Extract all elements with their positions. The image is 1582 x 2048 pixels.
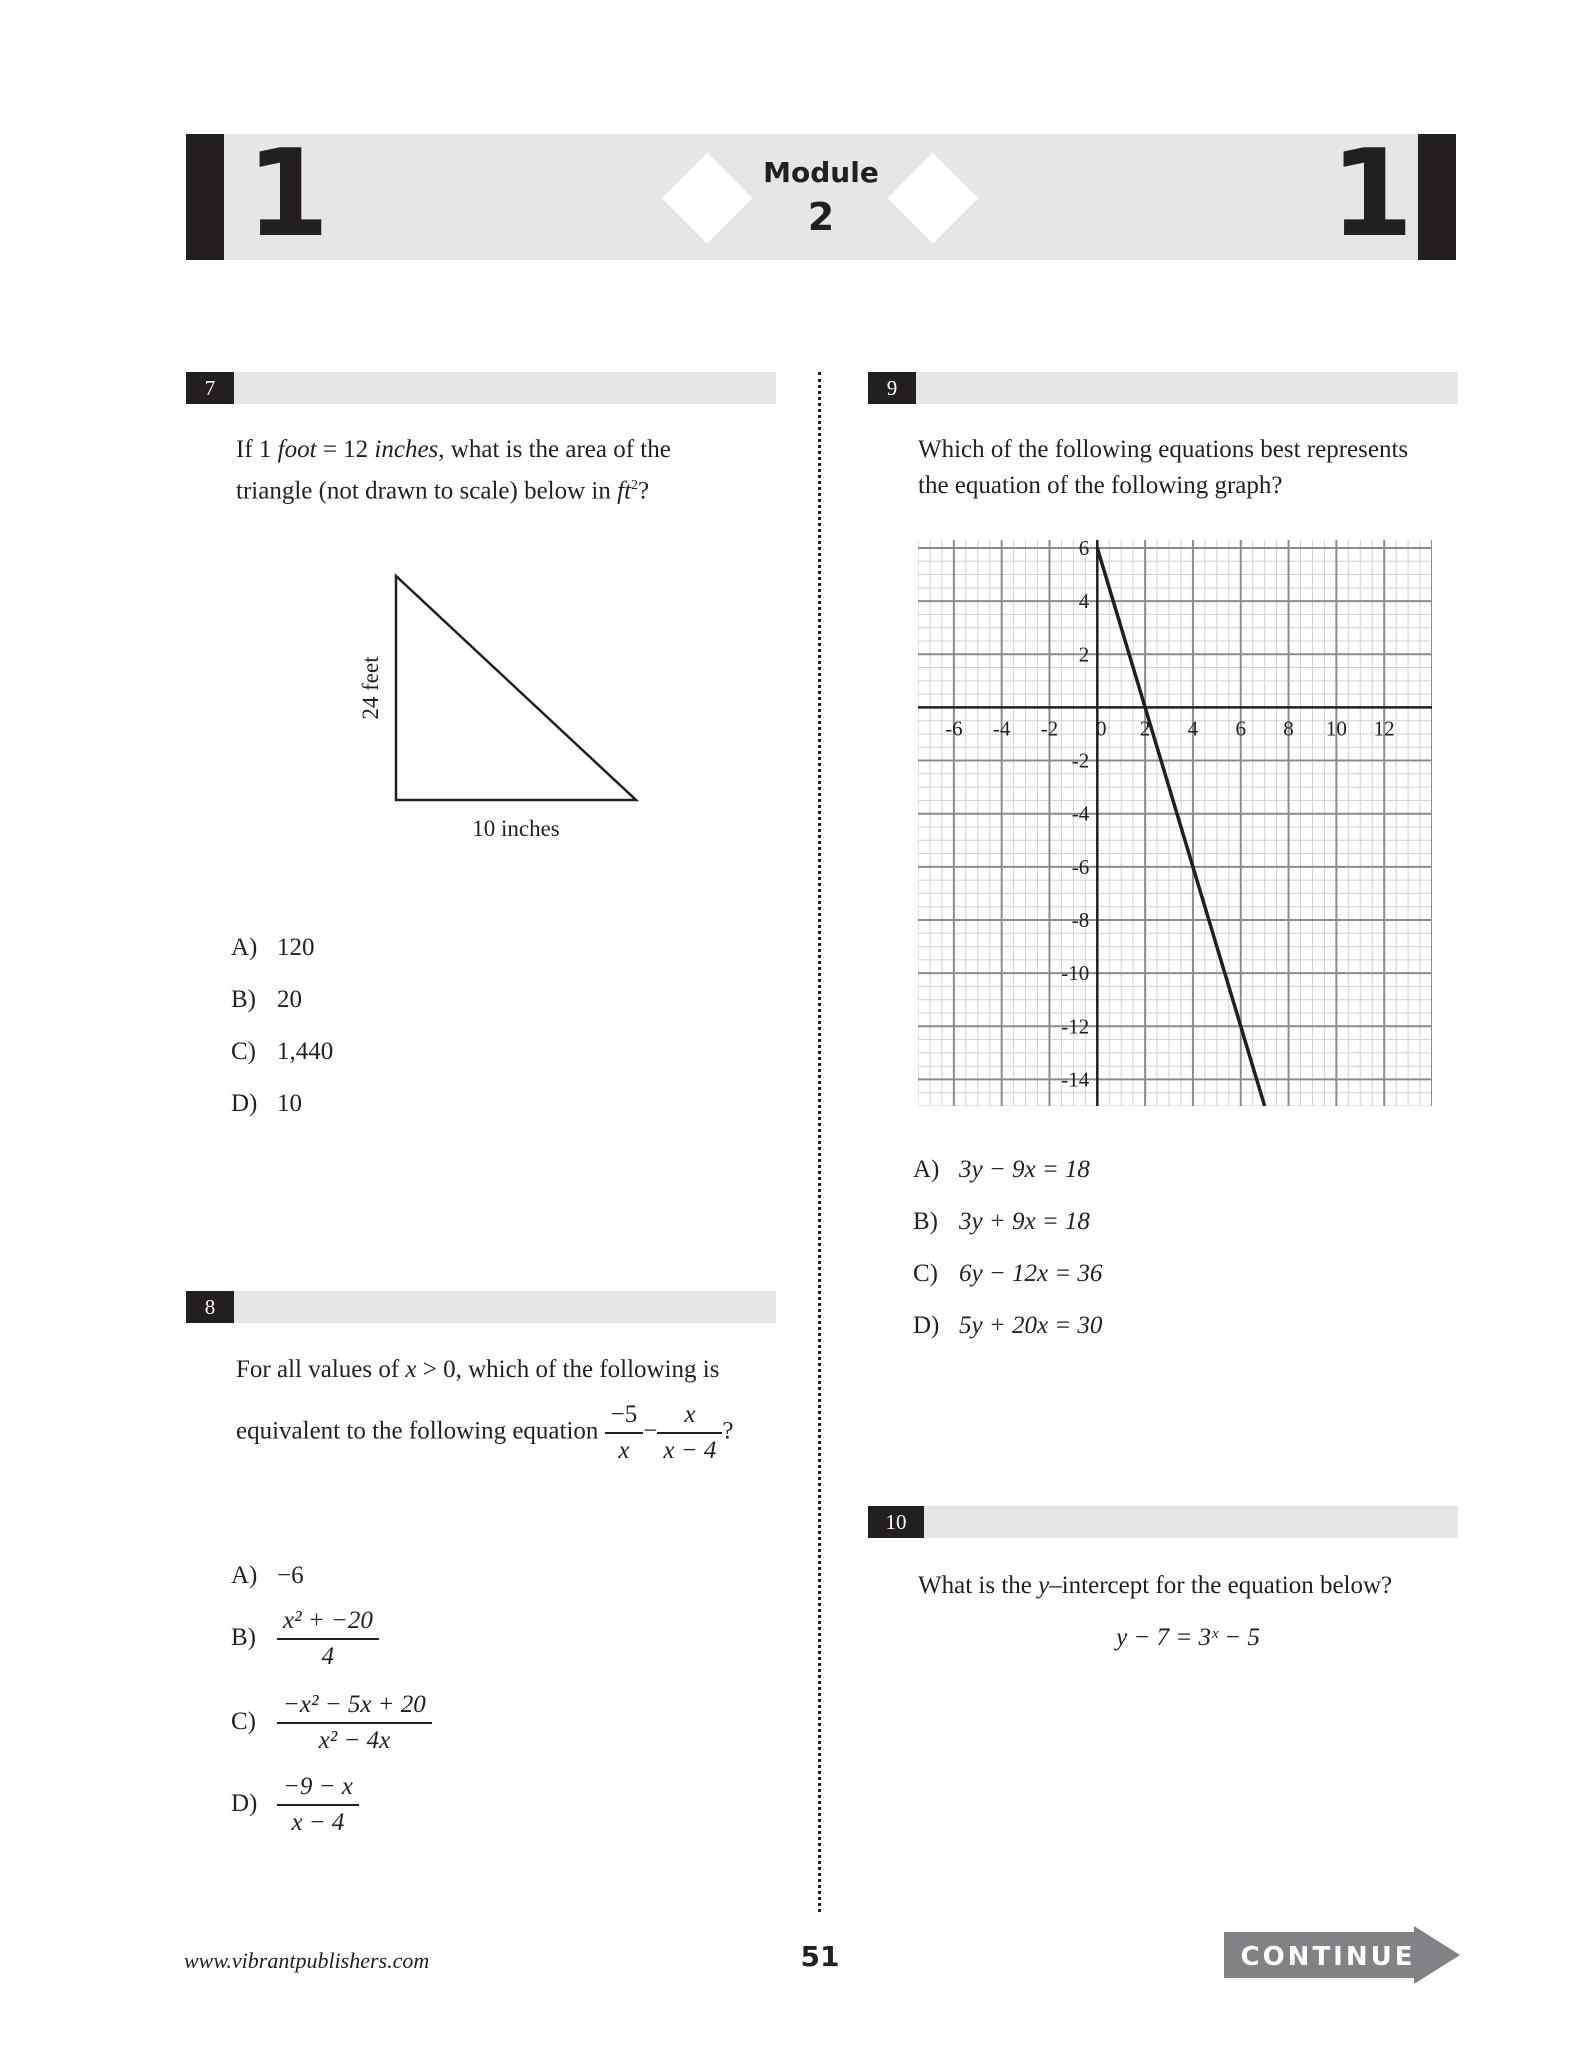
continue-button[interactable] <box>1224 1926 1460 1986</box>
question-7-text: If 1 foot = 12 inches, what is the area of the triangle (not drawn to scale) below in $ft^2$? <box>236 436 671 505</box>
fraction-x-over-x-minus-4: $\frac{x}{x - 4}$ <box>657 1398 722 1468</box>
question-8-bar <box>186 1291 776 1323</box>
answer-choice-7a[interactable]: A) 120 <box>231 934 315 961</box>
header-right-bar <box>1418 134 1456 260</box>
y-tick-label: 6 <box>1078 540 1090 560</box>
triangle-figure <box>330 560 660 860</box>
line-graph <box>918 540 1432 1106</box>
y-tick-label: -4 <box>1071 801 1090 826</box>
answer-choice-9b[interactable]: B) 3y + 9x = 18 <box>913 1208 1090 1235</box>
answer-choice-7c[interactable]: C) 1,440 <box>231 1038 334 1065</box>
y-tick-label: -2 <box>1071 748 1090 773</box>
x-tick-label: 12 <box>1373 716 1395 741</box>
answer-choice-8d[interactable]: D) $\frac{-9 - x}{x - 4}$ <box>231 1770 359 1840</box>
answer-choice-9a[interactable]: A) 3y − 9x = 18 <box>913 1156 1090 1183</box>
answer-choice-9c[interactable]: C) 6y − 12x = 36 <box>913 1260 1103 1287</box>
answer-choice-9d[interactable]: D) 5y + 20x = 30 <box>913 1312 1103 1339</box>
x-tick-label: 6 <box>1235 716 1246 741</box>
fraction-neg5-over-x: $\frac{-5}{x}$ <box>605 1398 644 1468</box>
column-divider <box>818 372 821 1912</box>
answer-choice-7b[interactable]: B) 20 <box>231 986 302 1013</box>
section-number-left: 1 <box>246 125 330 264</box>
triangle-base-label: 10 inches <box>472 816 560 841</box>
question-8-text: For all values of x > 0, which of the following is <box>236 1356 720 1383</box>
y-tick-label: 4 <box>1078 589 1090 614</box>
question-7-number: 7 <box>186 372 234 404</box>
x-tick-label: 2 <box>1139 716 1151 741</box>
answer-choice-8b[interactable]: B) $\frac{\text{x² + −20}}{4}$ <box>231 1604 379 1674</box>
question-8-equation-line: equivalent to the following equation $\frac{-5}{x}$ − $\frac{x}{x - 4}$ ? <box>236 1398 796 1468</box>
y-tick-label: -6 <box>1071 854 1090 879</box>
question-9-number: 9 <box>868 372 916 404</box>
x-tick-label: 0 <box>1096 716 1107 741</box>
module-number: 2 <box>807 195 835 239</box>
question-8-number: 8 <box>186 1291 234 1323</box>
question-10-text: What is the y–intercept for the equation below? <box>918 1572 1393 1599</box>
question-9-bar <box>868 372 1458 404</box>
answer-choice-7d[interactable]: D) 10 <box>231 1090 302 1117</box>
x-tick-label: 10 <box>1325 716 1347 741</box>
y-tick-label: -12 <box>1061 1014 1090 1039</box>
module-title: Module <box>763 156 879 189</box>
triangle-height-label: 24 feet <box>358 656 383 720</box>
x-tick-label: -6 <box>945 716 963 741</box>
y-tick-label: -10 <box>1061 961 1090 986</box>
answer-choice-8c[interactable]: C) $\frac{\text{−x² − 5x + 20}}{\text{x² − 4x}}$ <box>231 1688 432 1758</box>
y-tick-label: -14 <box>1061 1067 1090 1092</box>
question-10-equation: y − 7 = 3ˣ − 5 <box>1116 1624 1260 1651</box>
answer-choice-8a[interactable]: A) −6 <box>231 1562 304 1589</box>
question-9-text: Which of the following equations best represents the equation of the following graph? <box>918 436 1409 499</box>
x-tick-label: -4 <box>992 716 1011 741</box>
question-10-number: 10 <box>868 1506 924 1538</box>
x-tick-label: 4 <box>1187 716 1199 741</box>
question-10-bar <box>868 1506 1458 1538</box>
x-tick-label: 8 <box>1283 716 1294 741</box>
header-left-bar <box>186 134 224 260</box>
right-triangle <box>396 576 636 800</box>
y-tick-label: -8 <box>1071 907 1090 932</box>
continue-label: CONTINUE <box>1240 1942 1416 1972</box>
page-number: 51 <box>800 1940 840 1973</box>
question-7-bar <box>186 372 776 404</box>
section-number-right: 1 <box>1330 125 1414 264</box>
footer-url[interactable]: www.vibrantpublishers.com <box>184 1948 430 1973</box>
y-tick-label: 2 <box>1078 642 1090 667</box>
x-tick-label: -2 <box>1040 716 1059 741</box>
